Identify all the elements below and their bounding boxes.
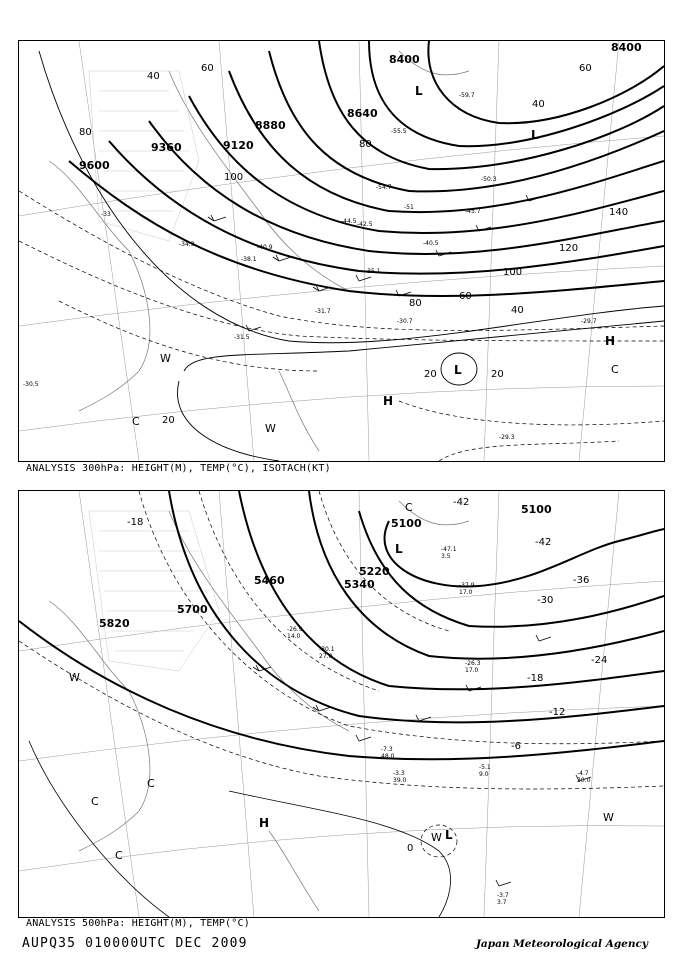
lower-isotherm-label: -42 [453, 497, 470, 508]
upper-height-label: 9600 [79, 159, 110, 172]
lower-height-label: 5700 [177, 603, 208, 616]
upper-cold-marker: C [132, 415, 140, 428]
lower-station-label: -26.9 14.0 [287, 626, 303, 640]
lower-low-pressure-center: L [395, 542, 403, 556]
lower-cold-marker: C [147, 777, 155, 790]
upper-temp-label: -42.5 [357, 221, 373, 228]
upper-temp-label: -45.7 [465, 208, 481, 215]
upper-temp-label: -29.3 [499, 434, 515, 441]
upper-isotach-label: 20 [162, 415, 175, 426]
lower-isotherms [19, 491, 664, 857]
upper-temp-label: -33 [101, 211, 111, 218]
upper-isotach-label: 20 [424, 369, 437, 380]
lower-cold-marker: C [405, 501, 413, 514]
upper-isotach-label: 60 [201, 63, 214, 74]
lower-high-pressure-center: H [259, 816, 270, 830]
lower-chart-caption: ANALYSIS 500hPa: HEIGHT(M), TEMP(°C) [26, 918, 250, 929]
upper-height-label: 8400 [611, 41, 642, 54]
lower-thin-contours [29, 741, 451, 917]
lower-warm-marker: W [431, 831, 442, 844]
lower-warm-marker: W [603, 811, 614, 824]
upper-temp-label: -51 [404, 204, 414, 211]
lower-warm-marker: W [69, 671, 80, 684]
upper-temp-label: -40.5 [423, 240, 439, 247]
upper-height-label: 8400 [389, 53, 420, 66]
lower-height-label: 5100 [521, 503, 552, 516]
upper-height-label: 9120 [223, 139, 254, 152]
lower-height-label: 5820 [99, 617, 130, 630]
upper-temp-label: -35.1 [365, 268, 381, 275]
upper-low-pressure-center: L [415, 84, 423, 98]
upper-cold-marker: C [611, 363, 619, 376]
lower-cold-marker: C [91, 795, 99, 808]
lower-station-label: -3.3 39.0 [393, 770, 407, 784]
upper-high-pressure-center: H [383, 394, 394, 408]
lower-height-label: 5100 [391, 517, 422, 530]
lower-cold-marker: C [115, 849, 123, 862]
upper-isotach-label: 140 [609, 207, 629, 218]
upper-isotach-label: 80 [359, 139, 372, 150]
lower-isotherm-label: -30 [537, 595, 554, 606]
lower-station-label: -7.3 48.0 [381, 746, 395, 760]
upper-temp-label: -54.7 [376, 184, 392, 191]
upper-isotach-label: 80 [79, 127, 92, 138]
upper-temp-label: -29.7 [581, 318, 597, 325]
lower-station-label: -4.7 20.0 [577, 770, 591, 784]
upper-low-pressure-center: L [454, 363, 462, 377]
lower-height-label: 5340 [344, 578, 375, 591]
upper-isotach-label: 120 [559, 243, 579, 254]
upper-height-label: 8640 [347, 107, 378, 120]
lower-station-label: -47.1 3.5 [441, 546, 457, 560]
lower-station-label: -26.3 17.0 [465, 660, 481, 674]
lower-isotherm-label: -36 [573, 575, 590, 586]
upper-height-label: 8880 [255, 119, 286, 132]
upper-chart-caption: ANALYSIS 300hPa: HEIGHT(M), TEMP(°C), ISOTACH(KT) [26, 463, 331, 474]
lower-height-label: 5460 [254, 574, 285, 587]
lower-map-canvas [19, 491, 664, 917]
lower-isotherm-label: -42 [535, 537, 552, 548]
lower-isotherm-label: 0 [407, 843, 414, 854]
upper-isotach-label: 100 [503, 267, 523, 278]
upper-isotach-label: 100 [224, 172, 244, 183]
lower-isotherm-label: -12 [549, 707, 566, 718]
lower-station-label: -3.7 3.7 [497, 892, 509, 906]
upper-isotach-label: 20 [491, 369, 504, 380]
upper-isotherms [19, 191, 664, 461]
upper-temp-label: -40.9 [257, 244, 273, 251]
upper-temp-label: -34.3 [179, 241, 195, 248]
chart-code-datetime: AUPQ35 010000UTC DEC 2009 [22, 936, 248, 951]
lower-isotherm-label: -24 [591, 655, 608, 666]
upper-warm-marker: W [265, 422, 276, 435]
lower-station-label: -30.1 27.0 [319, 646, 335, 660]
lower-hatched-area [89, 511, 219, 671]
lower-height-label: 5220 [359, 565, 390, 578]
upper-isotach-label: 40 [147, 71, 160, 82]
upper-temp-label: -31.5 [234, 334, 250, 341]
lower-station-label: -37.9 17.0 [459, 582, 475, 596]
upper-isotach-label: 60 [579, 63, 592, 74]
lower-isotherm-label: -18 [527, 673, 544, 684]
upper-chart-300hpa [18, 40, 665, 462]
upper-warm-marker: W [160, 352, 171, 365]
upper-map-canvas [19, 41, 664, 461]
upper-temp-label: -30.5 [23, 381, 39, 388]
lower-chart-500hpa [18, 490, 665, 918]
agency-name: Japan Meteorological Agency [475, 938, 648, 950]
upper-temp-label: -55.5 [391, 128, 407, 135]
lower-low-pressure-center: L [445, 828, 453, 842]
upper-isotach-label: 80 [409, 298, 422, 309]
upper-temp-label: -50.3 [481, 176, 497, 183]
lower-station-label: -5.1 9.0 [479, 764, 491, 778]
lower-coastlines [49, 501, 469, 911]
upper-temp-label: -44.5 [341, 218, 357, 225]
lower-isotherm-label: -18 [127, 517, 144, 528]
upper-isotach-label: 60 [459, 291, 472, 302]
upper-isotach-label: 40 [511, 305, 524, 316]
upper-temp-label: -59.7 [459, 92, 475, 99]
upper-temp-label: -38.1 [241, 256, 257, 263]
upper-temp-label: -31.7 [315, 308, 331, 315]
upper-low-pressure-center: L [531, 128, 539, 142]
lower-isotherm-label: -6 [511, 741, 521, 752]
upper-height-label: 9360 [151, 141, 182, 154]
upper-isotach-label: 40 [532, 99, 545, 110]
upper-high-pressure-center: H [605, 334, 616, 348]
upper-temp-label: -30.7 [397, 318, 413, 325]
